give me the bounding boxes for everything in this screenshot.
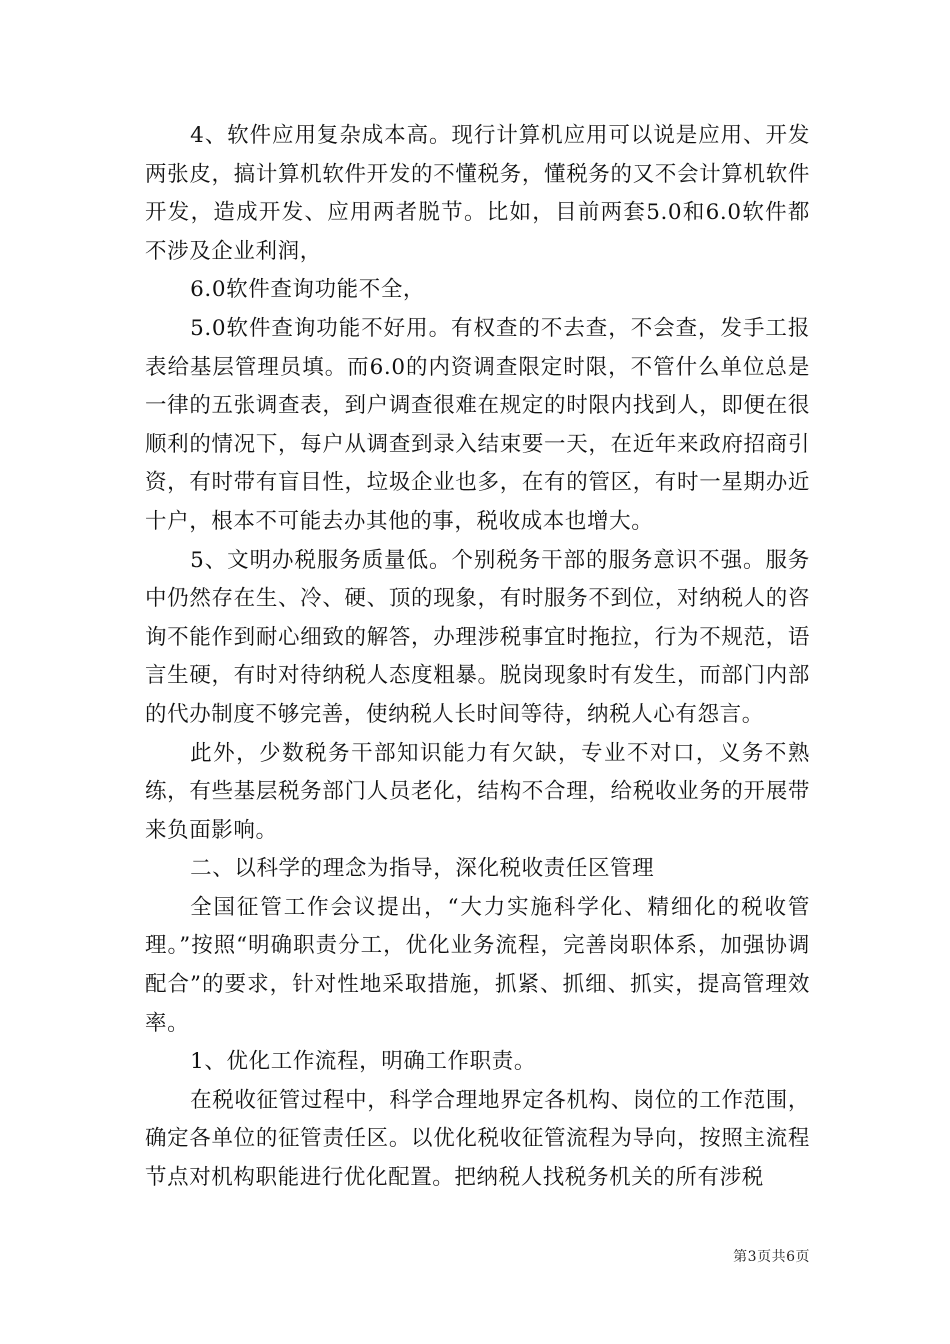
paragraph-query-incomplete: 6.0软件查询功能不全， [190,277,426,303]
paragraph-national-meeting: 全国征管工作会议提出，“大力实施科学化、精细化的税收管理。”按照“明确职责分工，优化业务流程，完善岗职体系，加强协调配合”的要求，针对性地采取措施，抓紧、抓细、抓实，提高管理效率。 [145,894,810,1036]
paragraph-query-unusable: 5.0软件查询功能不好用。有权查的不去查，不会查，发手工报表给基层管理员填。而6.0的内资调查限定时限，不管什么单位总是一律的五张调查表，到户调查很难在规定的时限内找到人，即便在很顺利的情况下，每户从调查到录入结束要一天，在近年来政府招商引资，有时带有盲目性，垃圾企业也多，在有的管区，有时一星期办近十户，根本不可能去办其他的事，税收成本也增大。 [145,315,810,534]
paragraph-staff-ability: 此外，少数税务干部知识能力有欠缺，专业不对口，义务不熟练，有些基层税务部门人员老化，结构不合理，给税收业务的开展带来负面影响。 [145,740,810,843]
paragraph-software-cost: 4、软件应用复杂成本高。现行计算机应用可以说是应用、开发两张皮，搞计算机软件开发的不懂税务，懂税务的又不会计算机软件开发，造成开发、应用两者脱节。比如，目前两套5.0和6.0软件都不涉及企业利润， [145,123,810,264]
paragraph-process-optimization: 在税收征管过程中，科学合理地界定各机构、岗位的工作范围，确定各单位的征管责任区。以优化税收征管流程为导向，按照主流程节点对机构职能进行优化配置。把纳税人找税务机关的所有涉税 [145,1087,810,1191]
paragraph-service-quality: 5、文明办税服务质量低。个别税务干部的服务意识不强。服务中仍然存在生、冷、硬、顶的现象，有时服务不到位，对纳税人的咨询不能作到耐心细致的解答，办理涉税事宜时拖拉，行为不规范，语言生硬，有时对待纳税人态度粗暴。脱岗现象时有发生，而部门内部的代办制度不够完善，使纳税人长时间等待，纳税人心有怨言。 [145,547,810,727]
page-number: 第3页共6页 [733,1249,810,1265]
section-heading: 二、以科学的理念为指导，深化税收责任区管理 [190,856,655,882]
document-body [145,117,810,1198]
subsection-heading: 1、优化工作流程，明确工作职责。 [190,1049,536,1075]
